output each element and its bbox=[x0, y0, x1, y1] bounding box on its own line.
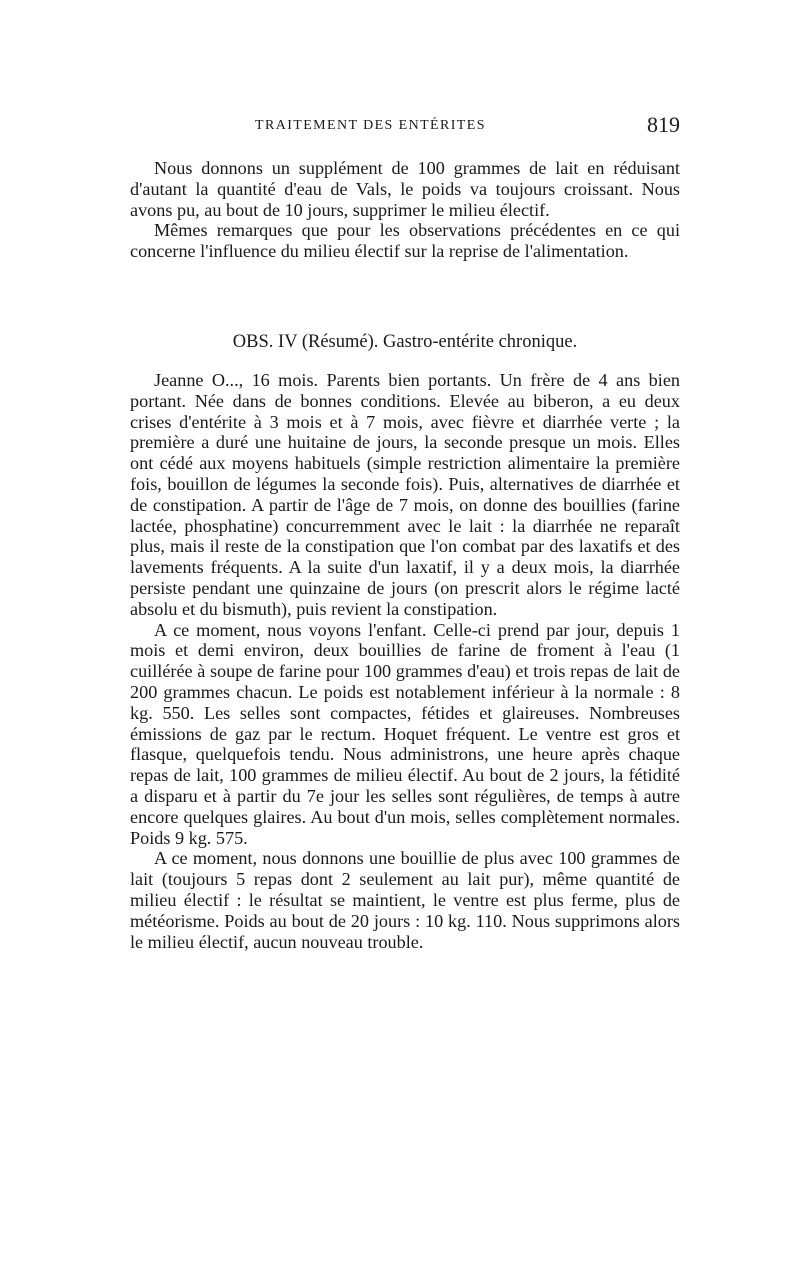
paragraph: Jeanne O..., 16 mois. Parents bien portants. Un frère de 4 ans bien portant. Née dans de bonnes conditions. Elevée au biberon, a eu deux crises d'entérite à 3 mois et à 7 mois, avec fièvre et diarrhée verte ; la première a duré une huitaine de jours, la seconde presque un mois. Elles ont cédé aux moyens habituels (simple restriction alimentaire la première fois, bouillon de légumes la seconde fois). Puis, alternatives de diarrhée et de constipation. A partir de l'âge de 7 mois, on donne des bouillies (farine lactée, phosphatine) concurremment avec le lait : la diarrhée ne reparaît plus, mais il reste de la constipation que l'on combat par des laxatifs et des lavements fréquents. A la suite d'un laxatif, il y a deux mois, la diarrhée persiste pendant une quinzaine de jours (on prescrit alors le régime lacté absolu et du bismuth), puis revient la constipation. bbox=[130, 370, 680, 619]
paragraph: A ce moment, nous voyons l'enfant. Celle-ci prend par jour, depuis 1 mois et demi environ, deux bouillies de farine de froment à l'eau (1 cuillérée à soupe de farine pour 100 grammes d'eau) et trois repas de lait de 200 grammes chacun. Le poids est notablement inférieur à la normale : 8 kg. 550. Les selles sont compactes, fétides et glaireuses. Nombreuses émissions de gaz par le rectum. Hoquet fréquent. Le ventre est gros et flasque, quelquefois tendu. Nous administrons, une heure après chaque repas de lait, 100 grammes de milieu électif. Au bout de 2 jours, la fétidité a disparu et à partir du 7e jour les selles sont régulières, de temps à autre encore quelques glaires. Au bout d'un mois, selles complètement normales. Poids 9 kg. 575. bbox=[130, 619, 680, 848]
paragraph: Nous donnons un supplément de 100 grammes de lait en réduisant d'autant la quantité d'eau de Vals, le poids va toujours croissant. Nous avons pu, au bout de 10 jours, supprimer le milieu électif. bbox=[130, 158, 680, 220]
paragraph: A ce moment, nous donnons une bouillie de plus avec 100 grammes de lait (toujours 5 repas dont 2 seulement au lait pur), même quantité de milieu électif : le résultat se maintient, le ventre est plus ferme, plus de météorisme. Poids au bout de 20 jours : 10 kg. 110. Nous supprimons alors le milieu électif, aucun nouveau trouble. bbox=[130, 848, 680, 952]
observation-heading: OBS. IV (Résumé). Gastro-entérite chronique. bbox=[232, 332, 578, 352]
running-head: TRAITEMENT DES ENTÉRITES bbox=[255, 118, 486, 133]
page-header bbox=[130, 112, 680, 142]
paragraph: Mêmes remarques que pour les observations précédentes en ce qui concerne l'influence du milieu électif sur la reprise de l'alimentation. bbox=[130, 220, 680, 262]
text-block-observation bbox=[130, 370, 680, 952]
text-block-top bbox=[130, 158, 680, 262]
page-number: 819 bbox=[647, 112, 680, 137]
